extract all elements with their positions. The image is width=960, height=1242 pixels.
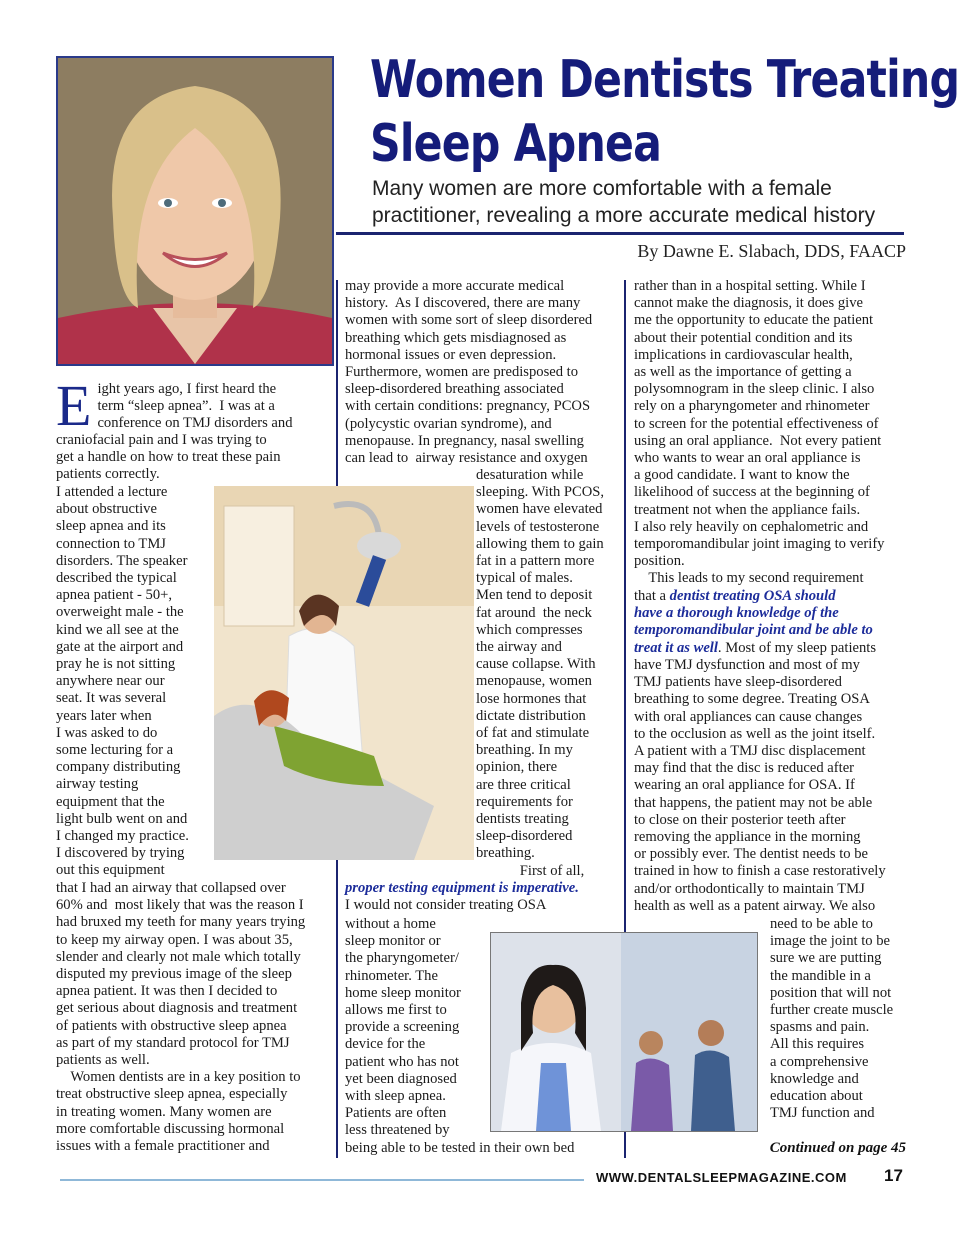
emphasis-text: treat it as well xyxy=(634,639,718,656)
text-line: fat in a pattern more xyxy=(476,553,595,570)
text-line: some lecturing for a xyxy=(56,742,174,759)
text-line: to screen for the potential effectiveness of xyxy=(634,415,879,432)
text-line: rely on a pharyngometer and rhinometer xyxy=(634,398,870,415)
text-line: Patients are often xyxy=(345,1105,447,1122)
text-line: temporomandibular joint imaging to verify xyxy=(634,536,885,553)
text-line: breathing. xyxy=(476,845,535,862)
emphasis-text: temporomandibular joint and be able to xyxy=(634,622,873,639)
text-line: slender and clearly not male which totally xyxy=(56,948,301,965)
text-line: to keep my airway open. I was about 35, xyxy=(56,931,293,948)
text-line: menopause, women xyxy=(476,673,592,690)
text-line: patients as well. xyxy=(56,1052,150,1069)
text-line: me the opportunity to educate the patient xyxy=(634,312,874,329)
text-line: have TMJ dysfunction and most of my xyxy=(634,657,860,673)
text-line: without a home xyxy=(345,916,436,932)
column-1-full-block-1 xyxy=(56,432,326,484)
article-subtitle xyxy=(372,175,932,229)
text-line: position that will not xyxy=(770,984,892,1001)
footer-url[interactable]: WWW.DENTALSLEEPMAGAZINE.COM xyxy=(596,1170,847,1185)
footer-rule xyxy=(60,1179,584,1181)
portrait-illustration xyxy=(58,58,332,364)
text-line: removing the appliance in the morning xyxy=(634,829,861,846)
emphasis-suffix: . Most of my sleep patients xyxy=(717,639,877,656)
text-line: sleep apnea and its xyxy=(56,518,166,535)
text-line: get serious about diagnosis and treatment xyxy=(56,1000,298,1017)
subtitle-line-1: Many women are more comfortable with a female xyxy=(372,177,832,200)
text-line: allows me first to xyxy=(345,1002,447,1019)
text-line: that happens, the patient may not be able xyxy=(634,794,873,811)
text-line: equipment that the xyxy=(56,793,165,810)
author-portrait xyxy=(56,56,334,366)
text-line: using an oral appliance. Not every patient xyxy=(634,432,882,449)
text-line: apnea patient. It was then I decided to xyxy=(56,983,278,1000)
text-line: cause collapse. With xyxy=(476,656,596,673)
text-line xyxy=(634,640,906,657)
text-line: with sleep apnea. xyxy=(345,1088,446,1105)
text-line: ight years ago, I first heard the xyxy=(97,381,277,397)
text-line: out this equipment xyxy=(56,862,165,879)
text-line: home sleep monitor xyxy=(345,984,461,1001)
text-line: years later when xyxy=(56,707,152,724)
text-line: image the joint to be xyxy=(770,933,890,950)
text-line: sleep monitor or xyxy=(345,933,441,950)
text-line: history. As I discovered, there are many xyxy=(345,295,581,312)
text-line: yet been diagnosed xyxy=(345,1070,457,1087)
text-line: being able to be tested in their own bed xyxy=(345,1139,575,1156)
text-line: fat around the neck xyxy=(476,604,592,621)
text-line: All this requires xyxy=(770,1036,865,1053)
text-line: get a handle on how to treat these pain xyxy=(56,449,281,466)
text-line: that I had an airway that collapsed over xyxy=(56,880,286,896)
text-line: term “sleep apnea”. I was at a xyxy=(97,398,275,415)
text-line: breathing. In my xyxy=(476,742,573,759)
text-line: I also rely heavily on cephalometric and xyxy=(634,518,869,535)
text-line: cannot make the diagnosis, it does give xyxy=(634,295,863,312)
text-line: sleep-disordered breathing associated xyxy=(345,381,564,398)
text-line: I changed my practice. xyxy=(56,828,189,845)
title-rule xyxy=(336,232,904,235)
text-line: may find that the disc is reduced after xyxy=(634,760,855,777)
text-line: I was asked to do xyxy=(56,724,158,741)
text-line: of fat and stimulate xyxy=(476,725,590,742)
text-line: breathing which gets misdiagnosed as xyxy=(345,329,567,346)
text-line: treat obstructive sleep apnea, especially xyxy=(56,1086,288,1103)
text-line: desaturation while xyxy=(476,467,584,483)
text-line: to the occlusion as well as the joint itself. xyxy=(634,725,876,742)
text-line: polysomnogram in the sleep clinic. I also xyxy=(634,381,875,398)
text-line: may provide a more accurate medical xyxy=(345,278,565,294)
text-line: device for the xyxy=(345,1036,426,1053)
text-line: are three critical xyxy=(476,776,571,793)
text-line: sleeping. With PCOS, xyxy=(476,484,605,501)
text-line: First of all, xyxy=(476,862,585,879)
emphasis-text: dentist treating OSA should xyxy=(669,588,836,604)
column-2-full-block-1 xyxy=(345,278,617,467)
text-line: likelihood of success at the beginning of xyxy=(634,484,870,501)
column-2-right-block xyxy=(476,467,620,880)
emphasis-text: proper testing equipment is imperative. xyxy=(345,880,579,896)
text-line: airway testing xyxy=(56,776,139,793)
text-line: sure we are putting xyxy=(770,950,882,967)
column-3-block-a xyxy=(634,278,906,588)
text-line: patient who has not xyxy=(345,1053,459,1070)
text-line: dictate distribution xyxy=(476,707,586,724)
text-line: women have elevated xyxy=(476,501,603,518)
text-line: a comprehensive xyxy=(770,1053,869,1070)
text-line: connection to TMJ xyxy=(56,535,166,552)
text-line: A patient with a TMJ disc displacement xyxy=(634,743,866,760)
column-1-full-block-2 xyxy=(56,880,328,1155)
text-line: requirements for xyxy=(476,793,573,810)
emphasis-prefix: that a xyxy=(634,588,670,604)
text-line: company distributing xyxy=(56,759,181,776)
column-2-emphasis-block xyxy=(345,880,617,914)
text-line: position. xyxy=(634,553,685,570)
text-line: as part of my standard protocol for TMJ xyxy=(56,1034,290,1051)
text-line: Men tend to deposit xyxy=(476,587,593,604)
text-line: trained in how to finish a case restoratively xyxy=(634,863,886,880)
text-line: overweight male - the xyxy=(56,604,184,621)
text-line: as well as the importance of getting a xyxy=(634,364,852,381)
text-line: education about xyxy=(770,1088,863,1105)
byline: By Dawne E. Slabach, DDS, FAACP xyxy=(637,241,906,261)
text-line: the mandible in a xyxy=(770,967,871,984)
text-line: further create muscle xyxy=(770,1002,894,1019)
text-line: or possibly ever. The dentist needs to be xyxy=(634,846,868,863)
column-3-narrow-block xyxy=(770,916,906,1122)
text-line: need to be able to xyxy=(770,916,873,932)
title-line-1: Women Dentists Treating xyxy=(370,50,960,110)
text-line: opinion, there xyxy=(476,759,558,776)
text-line: I attended a lecture xyxy=(56,484,168,500)
text-line: Women dentists are in a key position to xyxy=(56,1069,301,1086)
text-line: a good candidate. I want to know the xyxy=(634,467,850,484)
text-line: rhinometer. The xyxy=(345,967,438,984)
text-line: apnea patient - 50+, xyxy=(56,587,173,604)
emphasis-text: have a thorough knowledge of the xyxy=(634,605,839,622)
article-title xyxy=(370,48,960,176)
text-line: menopause. In pregnancy, nasal swelling xyxy=(345,432,584,449)
text-line: TMJ function and xyxy=(770,1105,875,1122)
text-line: about their potential condition and its xyxy=(634,329,853,346)
text-line: the pharyngometer/ xyxy=(345,950,459,967)
text-line: dentists treating xyxy=(476,811,569,828)
text-line: pray he is not sitting xyxy=(56,656,176,673)
text-line: levels of testosterone xyxy=(476,518,600,535)
text-line: craniofacial pain and I was trying to xyxy=(56,432,267,448)
text-line: I would not consider treating OSA xyxy=(345,897,547,914)
drop-cap: E xyxy=(56,373,92,438)
col1-top-lines xyxy=(56,373,326,438)
text-line: gate at the airport and xyxy=(56,638,184,655)
text-line: conference on TMJ disorders and xyxy=(97,415,293,432)
text-line: to close on their posterior teeth after xyxy=(634,811,846,828)
text-line: disputed my previous image of the sleep xyxy=(56,966,292,983)
text-line: allowing them to gain xyxy=(476,535,604,552)
text-line: had bruxed my teeth for many years trying xyxy=(56,914,306,931)
text-line: seat. It was several xyxy=(56,690,167,707)
text-line: spasms and pain. xyxy=(770,1019,870,1036)
text-line: with certain conditions: pregnancy, PCOS xyxy=(345,398,591,415)
text-line: and/or orthodontically to maintain TMJ xyxy=(634,880,865,897)
text-line: less threatened by xyxy=(345,1122,450,1139)
text-line: wearing an oral appliance for OSA. If xyxy=(634,777,855,794)
text-line: which compresses xyxy=(476,621,583,638)
text-line: health as well as a patent airway. We also xyxy=(634,897,876,914)
text-line: of patients with obstructive sleep apnea xyxy=(56,1017,287,1034)
text-line: women with some sort of sleep disordered xyxy=(345,312,593,329)
text-line: TMJ patients have sleep-disordered xyxy=(634,674,842,691)
text-line: sleep-disordered xyxy=(476,828,573,845)
text-line: kind we all see at the xyxy=(56,621,179,638)
column-1-narrow-block xyxy=(56,484,206,880)
text-line: rather than in a hospital setting. While I xyxy=(634,278,866,294)
photo-illustration xyxy=(214,486,474,860)
text-line: described the typical xyxy=(56,570,177,587)
column-3-emphasis-block xyxy=(634,588,906,657)
text-line: patients correctly. xyxy=(56,466,160,483)
title-line-2: Sleep Apnea xyxy=(370,114,662,174)
continued-note: Continued on page 45 xyxy=(769,1140,906,1156)
text-line: typical of males. xyxy=(476,570,573,587)
text-line: about obstructive xyxy=(56,501,157,518)
column-3-block-b xyxy=(634,657,906,915)
subtitle-line-2: practitioner, revealing a more accurate medical history xyxy=(372,204,876,227)
text-line: with oral appliances can cause changes xyxy=(634,708,863,725)
text-line: implications in cardiovascular health, xyxy=(634,346,853,363)
text-line: (polycystic ovarian syndrome), and xyxy=(345,415,552,432)
text-line: more comfortable discussing hormonal xyxy=(56,1120,285,1137)
page-number: 17 xyxy=(884,1166,903,1185)
text-line: disorders. The speaker xyxy=(56,552,188,569)
column-1-intro xyxy=(56,373,326,438)
text-line: provide a screening xyxy=(345,1019,460,1036)
text-line xyxy=(634,588,906,605)
text-line: Furthermore, women are predisposed to xyxy=(345,364,579,381)
dentist-with-patient-photo xyxy=(214,486,474,860)
text-line: who wants to wear an oral appliance is xyxy=(634,450,861,467)
text-line: anywhere near our xyxy=(56,673,165,690)
text-line: This leads to my second requirement xyxy=(634,570,864,587)
dentist-consulting-patient-photo xyxy=(490,932,758,1132)
text-line: hormonal issues or even depression. xyxy=(345,346,557,363)
text-line: treatment not when the appliance fails. xyxy=(634,501,861,518)
photo-illustration xyxy=(491,933,757,1131)
text-line: I discovered by trying xyxy=(56,845,185,862)
text-line: 60% and most likely that was the reason I xyxy=(56,897,304,914)
text-line: lose hormones that xyxy=(476,690,587,707)
text-line: light bulb went on and xyxy=(56,810,188,827)
text-line: breathing to some degree. Treating OSA xyxy=(634,691,870,708)
text-line: can lead to airway resistance and oxygen xyxy=(345,450,588,467)
text-line: knowledge and xyxy=(770,1070,859,1087)
text-line: in treating women. Many women are xyxy=(56,1103,272,1120)
text-line: the airway and xyxy=(476,639,562,656)
text-line: issues with a female practitioner and xyxy=(56,1138,270,1155)
column-2-narrow-block xyxy=(345,916,575,1157)
